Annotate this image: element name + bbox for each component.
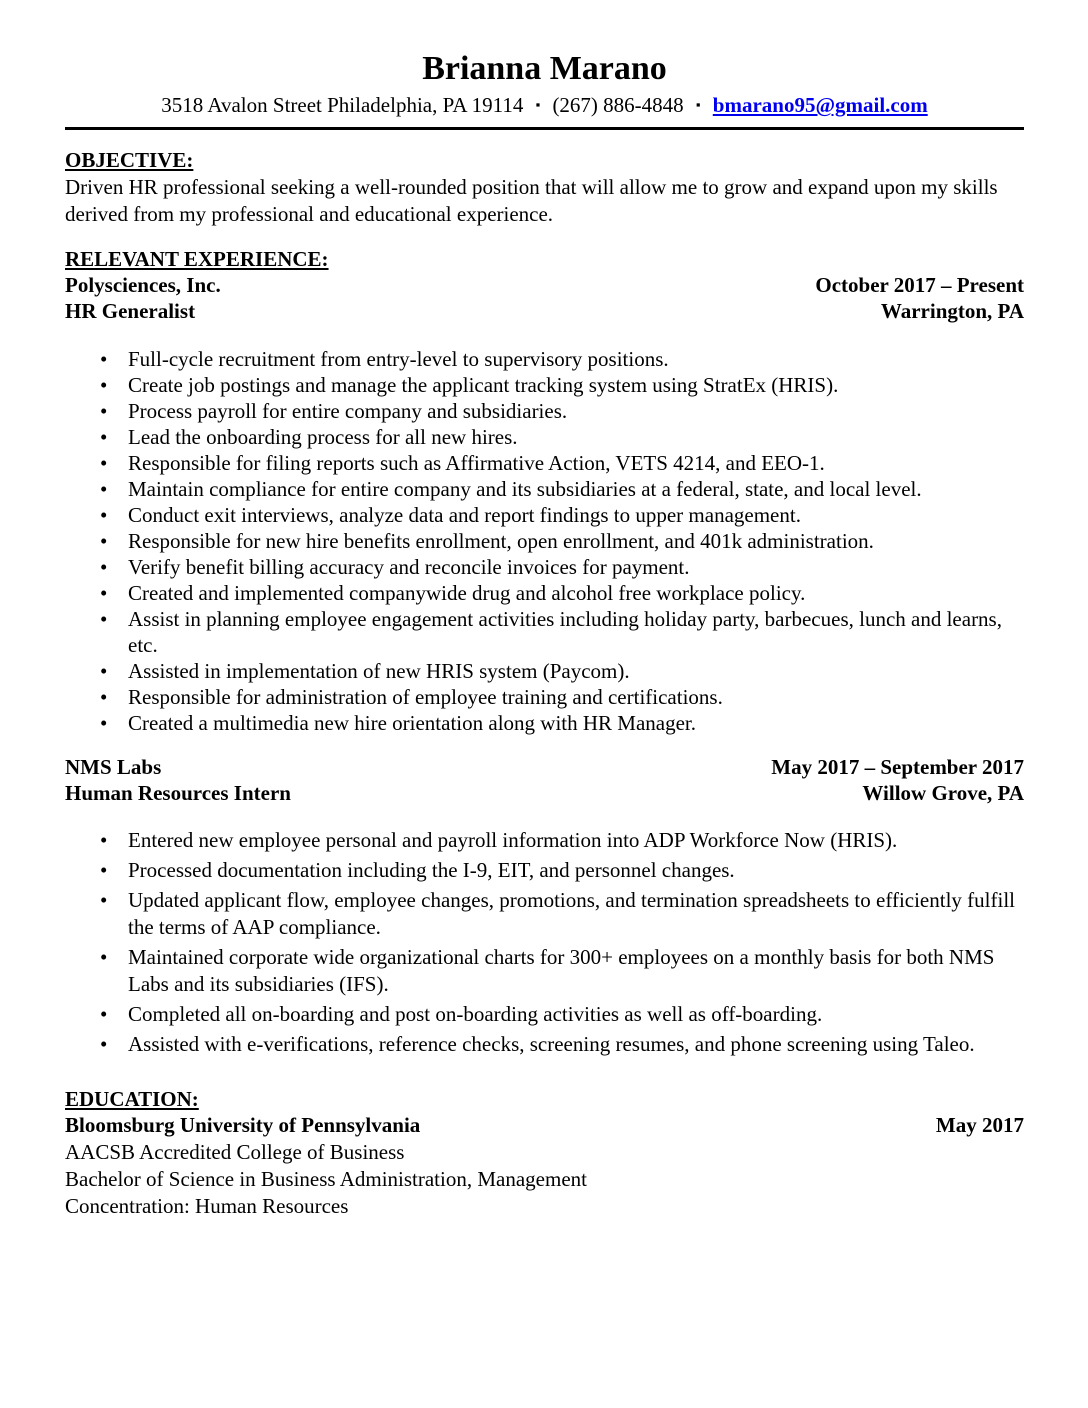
contact-address: 3518 Avalon Street Philadelphia, PA 19114 xyxy=(161,93,524,117)
job-entry xyxy=(65,272,1024,736)
bullet-item: • Create job postings and manage the applicant tracking system using StratEx (HRIS). xyxy=(65,372,1024,398)
bullet-item: • Updated applicant flow, employee changes, promotions, and termination spreadsheets to efficiently fulfill the terms of AAP compliance. xyxy=(65,887,1024,941)
education-section xyxy=(65,1086,1024,1220)
job-company: Polysciences, Inc. xyxy=(65,273,221,297)
section-heading-objective: OBJECTIVE: xyxy=(65,148,194,172)
bullet-item: • Maintain compliance for entire company and its subsidiaries at a federal, state, and local level. xyxy=(65,476,1024,502)
bullet-item: • Completed all on-boarding and post on-boarding activities as well as off-boarding. xyxy=(65,1001,1024,1028)
job-dates: May 2017 – September 2017 xyxy=(771,755,1024,779)
job-dates: October 2017 – Present xyxy=(815,273,1024,297)
education-header-row xyxy=(65,1112,1024,1139)
bullet-item: • Conduct exit interviews, analyze data and report findings to upper management. xyxy=(65,502,1024,528)
square-separator-icon: ▪ xyxy=(535,97,541,112)
resume-header xyxy=(65,50,1024,130)
bullet-item: • Created a multimedia new hire orientation along with HR Manager. xyxy=(65,710,1024,736)
objective-section xyxy=(65,147,1024,228)
bullet-item: • Maintained corporate wide organizational charts for 300+ employees on a monthly basis for both NMS Labs and its subsidiaries (IFS). xyxy=(65,944,1024,998)
education-line: Bachelor of Science in Business Administration, Management xyxy=(65,1167,587,1191)
page-title: Brianna Marano xyxy=(422,50,667,87)
education-detail-list xyxy=(65,1139,1024,1220)
bullet-item: • Responsible for administration of employee training and certifications. xyxy=(65,684,1024,710)
bullet-item: • Entered new employee personal and payroll information into ADP Workforce Now (HRIS). xyxy=(65,827,1024,854)
bullet-item: • Lead the onboarding process for all new hires. xyxy=(65,424,1024,450)
bullet-item: • Responsible for new hire benefits enrollment, open enrollment, and 401k administration. xyxy=(65,528,1024,554)
education-line: Concentration: Human Resources xyxy=(65,1194,349,1218)
experience-section xyxy=(65,246,1024,1058)
job-location: Warrington, PA xyxy=(880,299,1024,323)
job-header-row xyxy=(65,780,1024,806)
job-location: Willow Grove, PA xyxy=(862,781,1024,805)
objective-text: Driven HR professional seeking a well-rounded position that will allow me to grow and expand upon my skills derived from my professional and educational experience. xyxy=(65,175,998,226)
job-entry xyxy=(65,754,1024,1058)
bullet-item: • Verify benefit billing accuracy and reconcile invoices for payment. xyxy=(65,554,1024,580)
section-heading-education: EDUCATION: xyxy=(65,1087,199,1111)
bullet-item: • Processed documentation including the I-9, EIT, and personnel changes. xyxy=(65,857,1024,884)
job-header-row xyxy=(65,272,1024,298)
email-link[interactable]: bmarano95@gmail.com xyxy=(712,93,928,117)
job-bullet-list xyxy=(65,827,1024,1058)
contact-phone: (267) 886-4848 xyxy=(552,93,684,117)
bullet-item: • Assisted in implementation of new HRIS system (Paycom). xyxy=(65,658,1024,684)
bullet-item: • Created and implemented companywide drug and alcohol free workplace policy. xyxy=(65,580,1024,606)
job-header-row xyxy=(65,298,1024,324)
education-line: AACSB Accredited College of Business xyxy=(65,1140,405,1164)
education-dates: May 2017 xyxy=(935,1113,1024,1137)
square-separator-icon: ▪ xyxy=(695,97,701,112)
bullet-item: • Process payroll for entire company and subsidiaries. xyxy=(65,398,1024,424)
header-divider xyxy=(65,127,1024,130)
job-company: NMS Labs xyxy=(65,755,162,779)
bullet-item: • Full-cycle recruitment from entry-level to supervisory positions. xyxy=(65,346,1024,372)
bullet-item: • Assist in planning employee engagement activities including holiday party, barbecues, lunch and learns, etc. xyxy=(65,606,1024,658)
education-school: Bloomsburg University of Pennsylvania xyxy=(65,1113,421,1137)
bullet-item: • Assisted with e-verifications, reference checks, screening resumes, and phone screening using Taleo. xyxy=(65,1031,1024,1058)
contact-line xyxy=(65,92,1024,118)
job-title: Human Resources Intern xyxy=(65,781,291,805)
section-heading-experience: RELEVANT EXPERIENCE: xyxy=(65,247,329,271)
job-header-row xyxy=(65,754,1024,780)
job-title: HR Generalist xyxy=(65,299,196,323)
bullet-item: • Responsible for filing reports such as Affirmative Action, VETS 4214, and EEO-1. xyxy=(65,450,1024,476)
job-bullet-list xyxy=(65,346,1024,736)
